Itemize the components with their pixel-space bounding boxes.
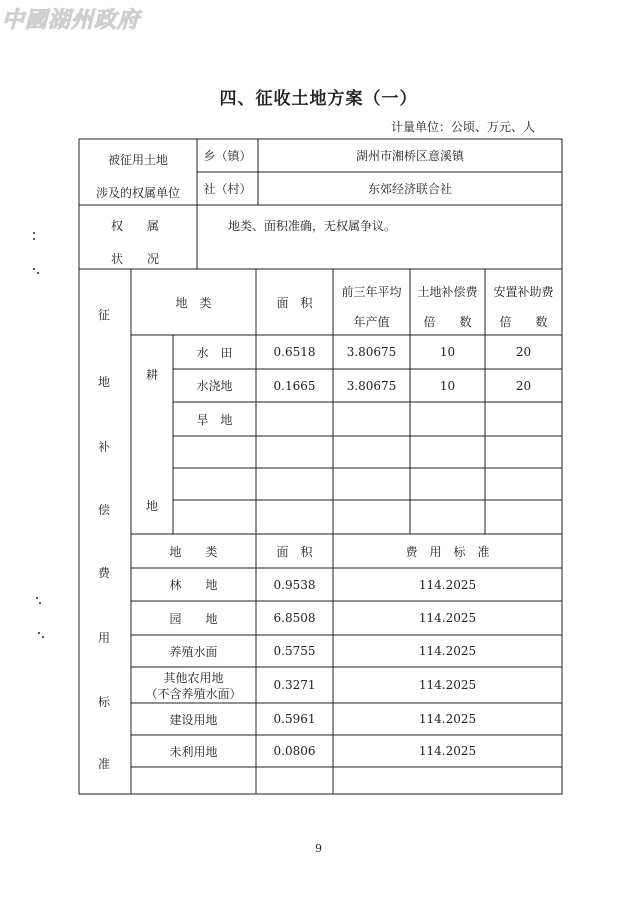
scan-speck (33, 238, 35, 240)
side-label-char: 准 (98, 757, 111, 771)
cultivated-row-avg-output: 3.80675 (346, 345, 397, 359)
other-row-type: 建设用地 (169, 712, 218, 727)
cultivated-row-avg-output: 3.80675 (346, 378, 397, 393)
other-row-area: 6.8508 (273, 611, 316, 625)
side-label-char: 偿 (98, 503, 111, 517)
side-label-char: 补 (98, 440, 111, 454)
header-resettle-line1: 安置补助费 (493, 284, 554, 299)
cultivated-row-area (256, 402, 333, 436)
page-number: 9 (315, 842, 322, 855)
header-avg-output-line1: 前三年平均 (341, 284, 402, 299)
unit-note: 计量单位：公顷、万元、人 (391, 120, 536, 134)
cultivated-row-area: 0.1665 (273, 378, 316, 393)
header-land-comp-line1: 土地补偿费 (417, 284, 478, 299)
other-row-standard: 114.2025 (418, 744, 477, 758)
side-label-char: 地 (98, 375, 111, 389)
ownership-label-line2: 状 况 (110, 251, 165, 266)
cultivated-label-top: 耕 (146, 368, 159, 382)
header-avg-output-line2: 年产值 (353, 314, 390, 329)
cultivated-row-avg-output (333, 402, 410, 436)
township-value: 湖州市湘桥区意溪镇 (355, 149, 464, 163)
other-row-area: 0.3271 (273, 678, 316, 692)
cultivated-row-land-comp (410, 402, 485, 436)
page-title: 四、征收土地方案（一） (219, 89, 418, 109)
ownership-label-line1: 权 属 (110, 218, 165, 233)
cultivated-row-land-comp: 10 (439, 345, 456, 359)
side-label-char: 征 (98, 308, 111, 322)
other-row-standard: 114.2025 (418, 644, 477, 658)
other-row-type: 园 地 (169, 611, 218, 626)
cultivated-label-bottom: 地 (146, 499, 159, 513)
header-resettle-line2: 倍 数 (499, 314, 548, 329)
cultivated-row-type: 水浇地 (196, 379, 233, 393)
other-row-area: 0.5755 (273, 644, 316, 658)
side-label-char: 费 (98, 566, 111, 580)
side-label-char: 标 (98, 695, 111, 709)
other-row-standard: 114.2025 (418, 678, 477, 692)
ownership-status-value: 地类、面积准确，无权属争议。 (228, 219, 397, 233)
other-row-type: 林 地 (169, 578, 218, 592)
header-area: 面 积 (276, 295, 313, 310)
cultivated-row-resettle (485, 402, 562, 436)
cultivated-row-resettle: 20 (515, 378, 532, 393)
watermark-logo: 中國湖州政府 (2, 7, 141, 33)
township-label: 乡（镇） (203, 149, 252, 163)
cultivated-row-type: 旱 地 (196, 412, 233, 427)
scan-speck (33, 268, 35, 270)
village-value: 东郊经济联合社 (367, 182, 452, 196)
cultivated-row-resettle: 20 (515, 345, 532, 359)
header-land-type: 地 类 (175, 295, 212, 310)
owner-label-line1: 被征用土地 (107, 152, 168, 167)
cultivated-row-land-comp: 10 (439, 378, 456, 393)
other-row-type: 未利用地 (169, 744, 218, 759)
header-land-comp-line2: 倍 数 (423, 314, 472, 329)
other-header-land-type: 地 类 (169, 544, 218, 559)
other-row-area: 0.5961 (273, 712, 316, 726)
scan-speck (42, 636, 44, 638)
scan-speck (36, 597, 38, 599)
other-row-area: 0.0806 (273, 744, 316, 758)
side-label-char: 用 (98, 631, 111, 645)
owner-label-line2: 涉及的权属单位 (95, 185, 180, 200)
scan-speck (39, 602, 41, 604)
scan-speck (33, 232, 35, 234)
other-row-area: 0.9538 (273, 577, 316, 592)
other-row-standard: 114.2025 (418, 611, 477, 625)
scan-speck (37, 272, 39, 274)
village-label: 社（村） (203, 182, 252, 196)
other-row-type: 养殖水面 (169, 644, 218, 659)
other-row-type: 其他农用地 (163, 670, 224, 685)
scan-speck (38, 632, 40, 634)
other-row-standard: 114.2025 (418, 712, 477, 726)
other-header-standard: 费 用 标 准 (405, 544, 490, 559)
cultivated-row-area: 0.6518 (273, 345, 316, 359)
other-row-type-note: （不含养殖水面） (145, 686, 242, 701)
cultivated-row-type: 水 田 (196, 345, 233, 360)
other-row-standard: 114.2025 (418, 577, 477, 592)
other-header-area: 面 积 (276, 544, 313, 559)
